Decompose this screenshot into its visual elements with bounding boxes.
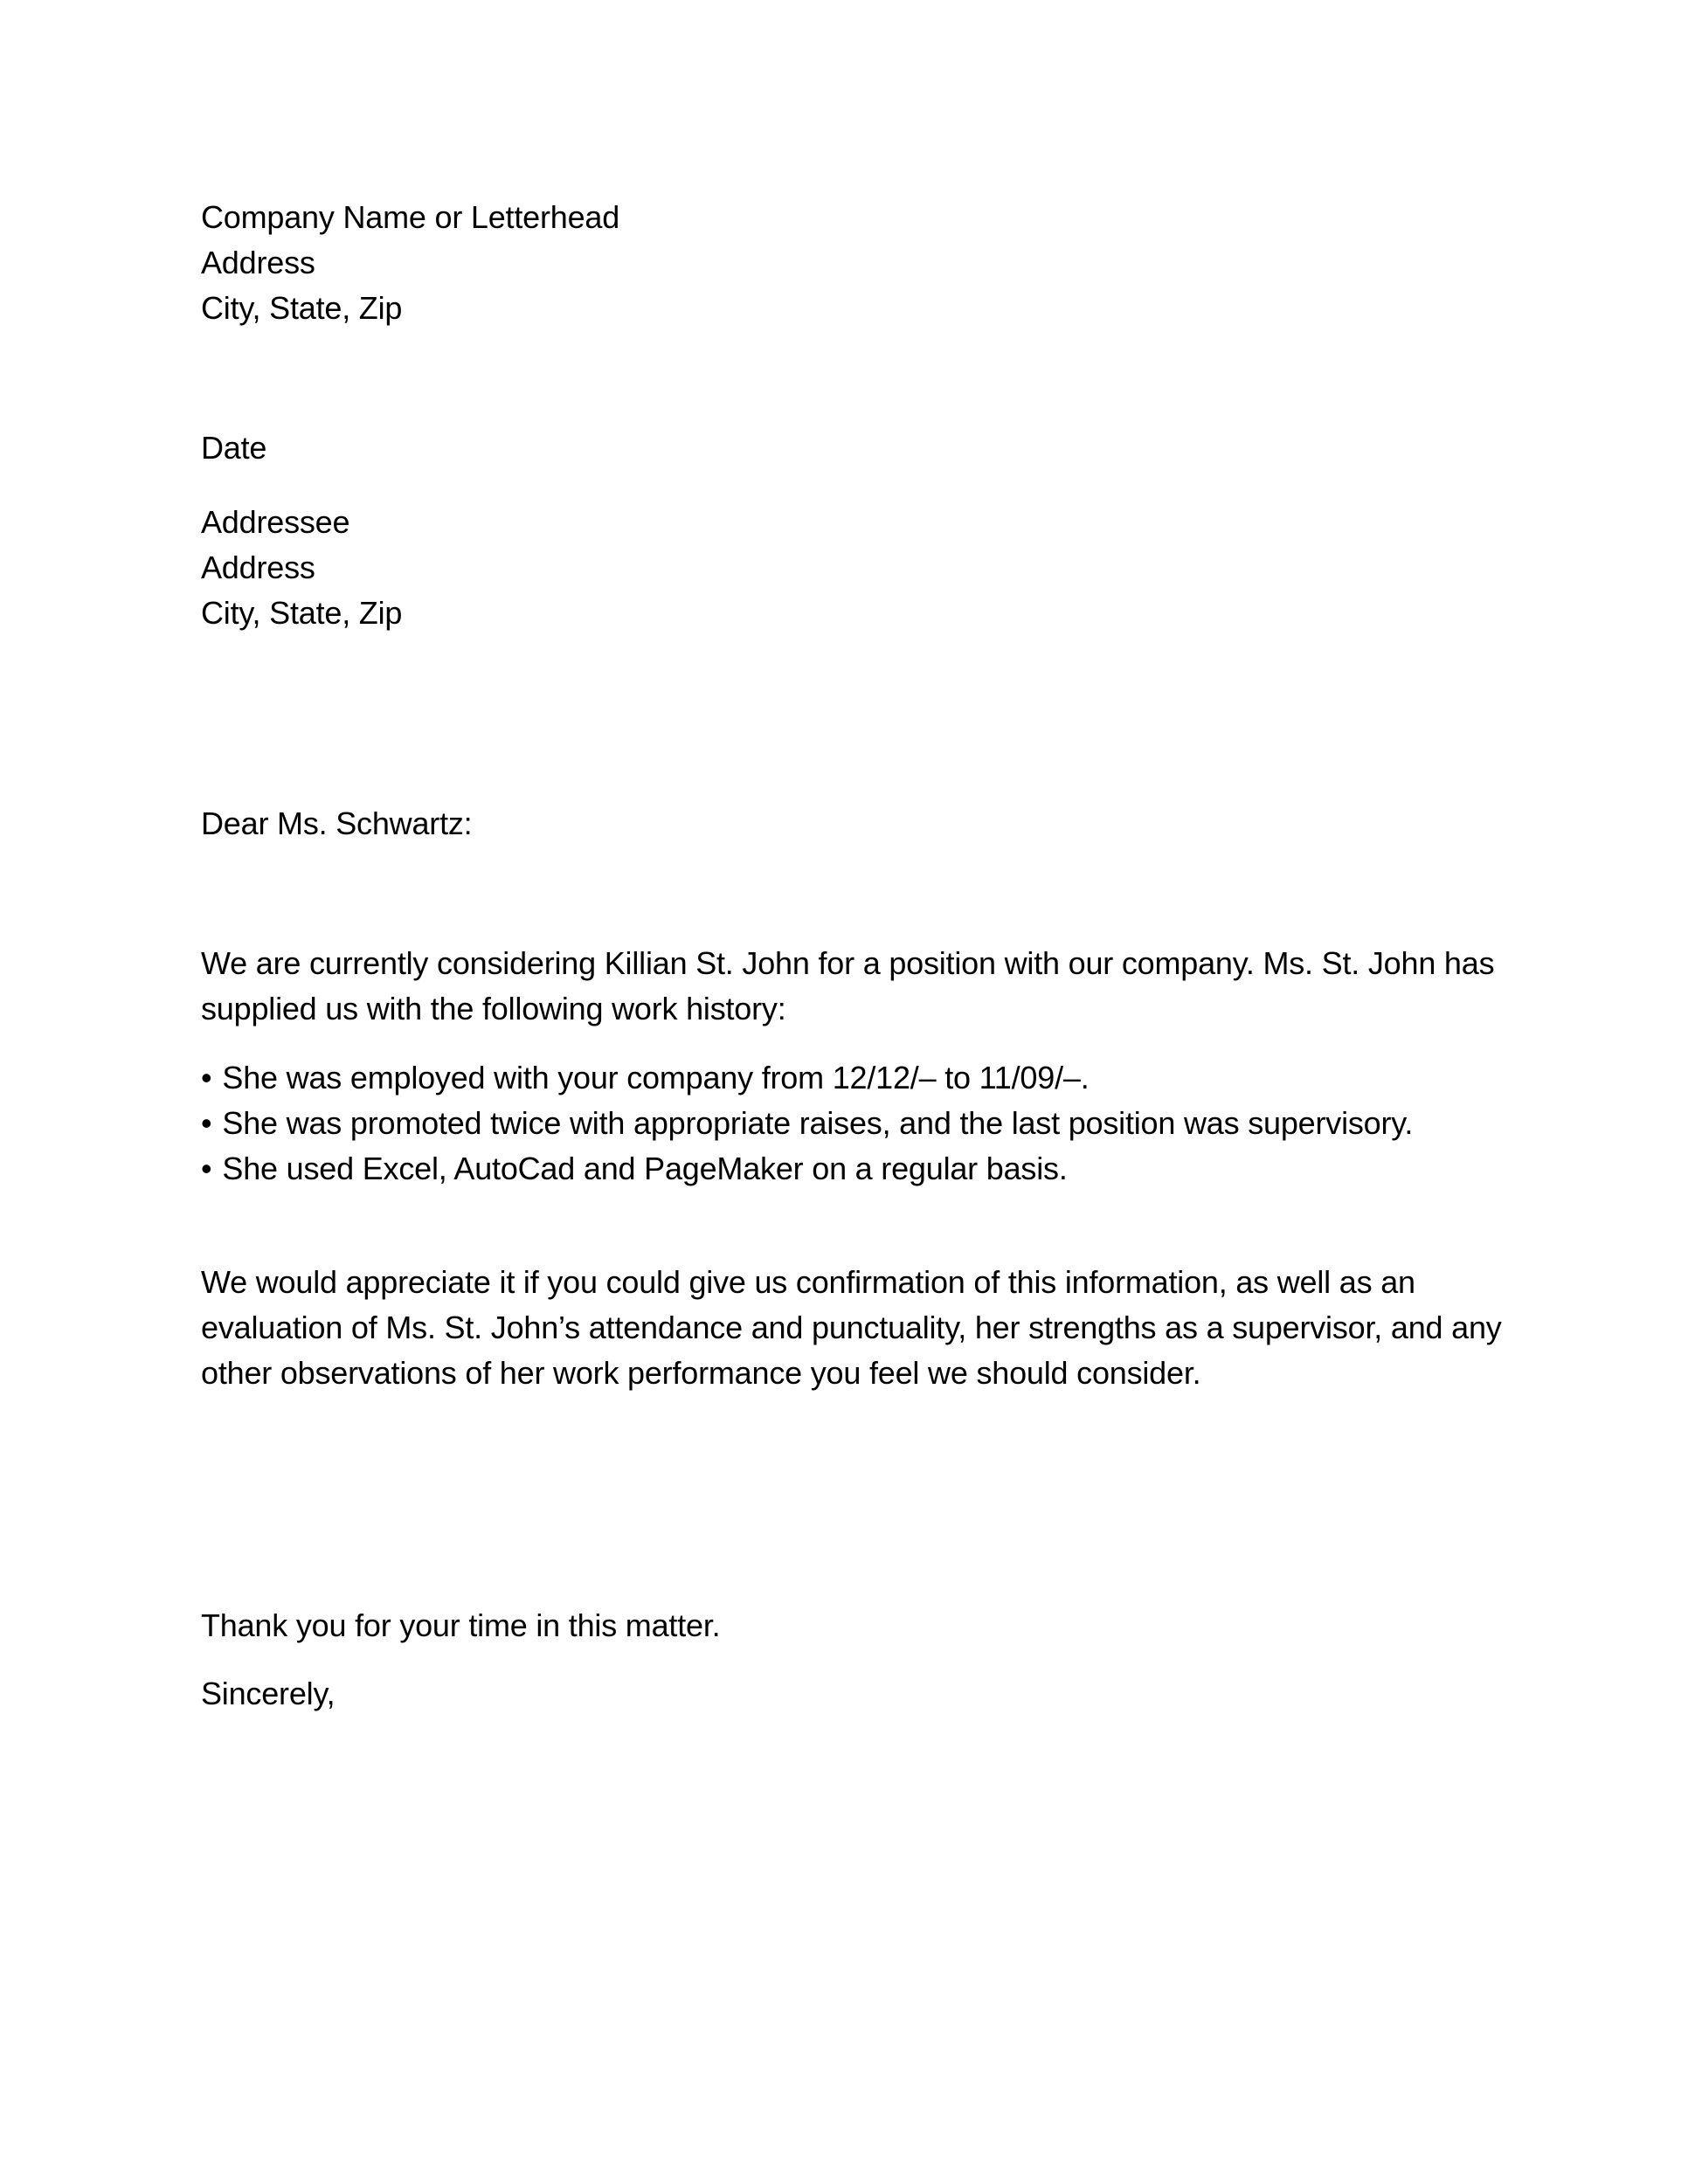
bullet-item [201, 1055, 1512, 1101]
paragraph-1-text: We are currently considering Killian St. John for a position with our company. Ms. St. John has supplied us with the following work history: [201, 945, 1495, 1026]
recipient-block [201, 500, 1512, 636]
paragraph-2-text: We would appreciate it if you could give us confirmation of this information, as well as an evaluation of Ms. St. John’s attendance and punctuality, her strengths as a supervisor, and any other observations of her work performance you feel we should consider. [201, 1264, 1502, 1391]
bullet-marker: • [201, 1105, 212, 1141]
salutation [201, 801, 1512, 847]
date-line [201, 425, 1512, 471]
recipient-name: Addressee [201, 504, 350, 540]
bullet-text: She used Excel, AutoCad and PageMaker on a regular basis. [222, 1151, 1068, 1186]
recipient-address: Address [201, 549, 315, 585]
letterhead-block [201, 195, 1512, 331]
date-text: Date [201, 430, 267, 466]
closing-signoff-text: Sincerely, [201, 1676, 336, 1711]
salutation-text: Dear Ms. Schwartz: [201, 805, 473, 841]
bullet-item [201, 1101, 1512, 1146]
body-paragraph-2 [201, 1260, 1512, 1396]
closing-thanks [201, 1603, 1512, 1648]
recipient-city-state-zip: City, State, Zip [201, 595, 403, 631]
bullet-marker: • [201, 1151, 212, 1186]
bullet-list [201, 1055, 1512, 1192]
bullet-text: She was employed with your company from 12/12/– to 11/09/–. [222, 1060, 1090, 1095]
bullet-text: She was promoted twice with appropriate raises, and the last position was supervisory. [222, 1105, 1414, 1141]
closing-signoff [201, 1671, 1512, 1717]
letterhead-city-state-zip: City, State, Zip [201, 290, 403, 326]
closing-thanks-text: Thank you for your time in this matter. [201, 1607, 721, 1643]
body-paragraph-1 [201, 941, 1512, 1032]
bullet-item [201, 1146, 1512, 1192]
bullet-marker: • [201, 1060, 212, 1095]
letterhead-company: Company Name or Letterhead [201, 199, 620, 235]
letterhead-address: Address [201, 245, 315, 280]
